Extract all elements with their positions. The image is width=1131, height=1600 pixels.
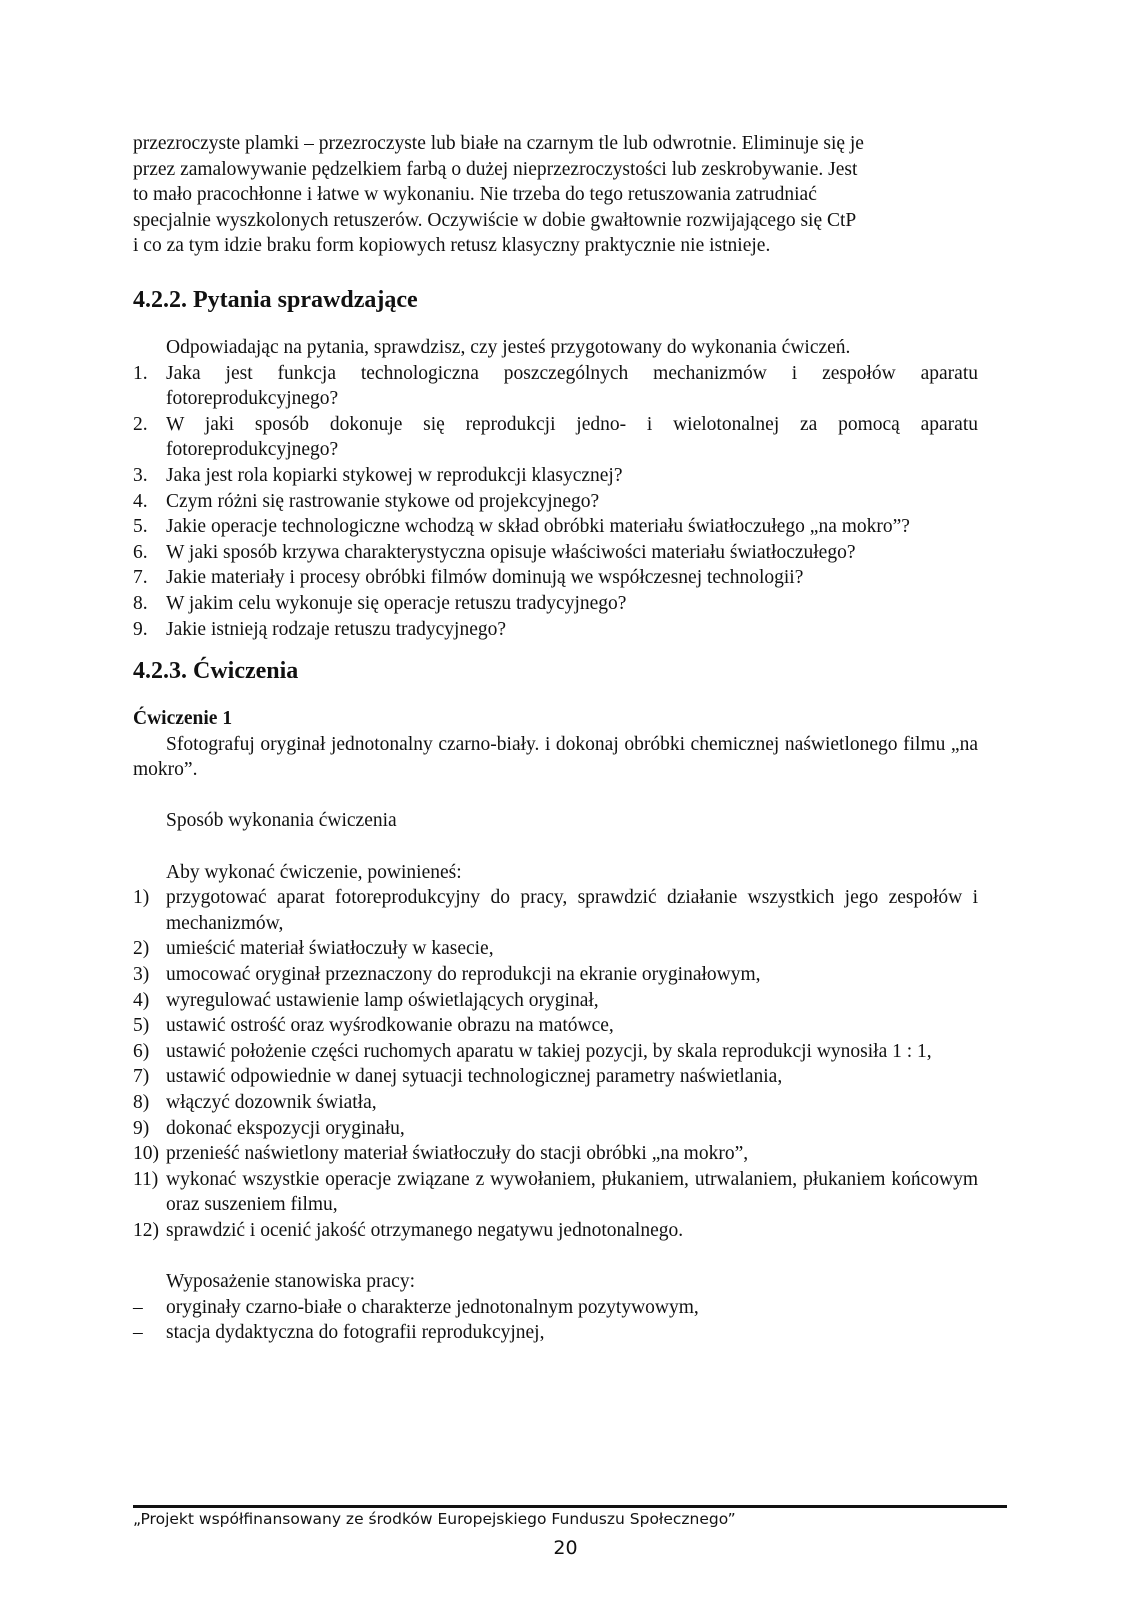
question-item xyxy=(133,617,978,643)
question-item xyxy=(133,489,978,515)
section-heading-exercises: 4.2.3. Ćwiczenia xyxy=(133,658,299,685)
question-text: W jaki sposób dokonuje się reprodukcji jedno- i wielotonalnej za pomocą aparatu fotoreprodukcyjnego? xyxy=(166,413,978,461)
steps-lead: Aby wykonać ćwiczenie, powinieneś: xyxy=(166,861,462,883)
step-item xyxy=(133,962,978,988)
step-item xyxy=(133,936,978,962)
question-text: Jakie operacje technologiczne wchodzą w skład obróbki materiału światłoczułego „na mokro”? xyxy=(166,516,910,538)
step-number: 8) xyxy=(133,1092,150,1113)
equipment-label: Wyposażenie stanowiska pracy: xyxy=(166,1271,415,1293)
step-item xyxy=(133,1039,978,1065)
exercise-title: Ćwiczenie 1 xyxy=(133,708,233,730)
step-number: 1) xyxy=(133,887,150,909)
step-text: przygotować aparat fotoreprodukcyjny do pracy, sprawdzić działanie wszystkich jego zespołów i mechanizmów, xyxy=(166,887,978,934)
step-text: wykonać wszystkie operacje związane z wywołaniem, płukaniem, utrwalaniem, płukaniem końcowym oraz suszeniem filmu, xyxy=(166,1168,978,1216)
question-text: W jaki sposób krzywa charakterystyczna opisuje właściwości materiału światłoczułego? xyxy=(166,541,856,563)
step-number: 4) xyxy=(133,989,150,1011)
step-text: przenieść naświetlony materiał światłoczuły do stacji obróbki „na mokro”, xyxy=(166,1143,749,1165)
step-item xyxy=(133,1218,978,1244)
section-heading-questions: 4.2.2. Pytania sprawdzające xyxy=(133,286,418,313)
step-text: sprawdzić i ocenić jakość otrzymanego negatywu jednotonalnego. xyxy=(166,1219,684,1241)
question-text: Jaka jest funkcja technologiczna poszczególnych mechanizmów i zespołów aparatu fotoreprodukcyjnego? xyxy=(166,362,978,410)
step-item xyxy=(133,1167,978,1218)
question-item xyxy=(133,463,978,489)
equipment-text: oryginały czarno-białe o charakterze jednotonalnym pozytywowym, xyxy=(166,1296,699,1318)
intro-paragraph xyxy=(133,131,978,259)
question-number: 7. xyxy=(133,567,148,589)
question-item xyxy=(133,514,978,540)
step-number: 7) xyxy=(133,1066,150,1088)
step-text: ustawić odpowiednie w danej sytuacji technologicznej parametry naświetlania, xyxy=(166,1066,783,1088)
paragraph-line: przezroczyste plamki – przezroczyste lub białe na czarnym tle lub odwrotnie. Eliminuje się je xyxy=(133,133,864,154)
step-item xyxy=(133,988,978,1014)
paragraph-line: i co za tym idzie braku form kopiowych retusz klasyczny praktycznie nie istnieje. xyxy=(133,235,771,257)
paragraph-line: specjalnie wyszkolonych retuszerów. Oczywiście w dobie gwałtownie rozwijającego się CtP xyxy=(133,209,857,231)
questions-lead: Odpowiadając na pytania, sprawdzisz, czy jesteś przygotowany do wykonania ćwiczeń. xyxy=(166,336,851,358)
page-number: 20 xyxy=(553,1537,578,1559)
steps-list xyxy=(133,885,978,1243)
question-number: 1. xyxy=(133,362,148,384)
question-item xyxy=(133,540,978,566)
step-number: 10) xyxy=(133,1143,159,1165)
equipment-item xyxy=(133,1320,978,1346)
question-text: Jakie materiały i procesy obróbki filmów dominują we współczesnej technologii? xyxy=(166,567,804,589)
question-item xyxy=(133,412,978,463)
question-text: Czym różni się rastrowanie stykowe od projekcyjnego? xyxy=(166,490,600,512)
step-text: ustawić ostrość oraz wyśrodkowanie obrazu na matówce, xyxy=(166,1015,614,1037)
question-item xyxy=(133,565,978,591)
step-text: dokonać ekspozycji oryginału, xyxy=(166,1117,405,1139)
question-number: 6. xyxy=(133,541,148,563)
step-number: 5) xyxy=(133,1015,150,1037)
step-number: 12) xyxy=(133,1219,159,1241)
step-text: wyregulować ustawienie lamp oświetlających oryginał, xyxy=(166,989,599,1011)
question-item xyxy=(133,591,978,617)
step-item xyxy=(133,1141,978,1167)
step-item xyxy=(133,885,978,936)
question-number: 3. xyxy=(133,464,148,486)
dash-bullet-icon: – xyxy=(133,1322,143,1344)
question-number: 5. xyxy=(133,516,148,538)
equipment-item xyxy=(133,1295,978,1321)
step-number: 6) xyxy=(133,1040,150,1062)
question-text: Jakie istnieją rodzaje retuszu tradycyjnego? xyxy=(166,618,507,640)
paragraph-line: to mało pracochłonne i łatwe w wykonaniu. Nie trzeba do tego retuszowania zatrudniać xyxy=(133,184,817,206)
step-number: 2) xyxy=(133,938,150,960)
question-item xyxy=(133,361,978,412)
page-body xyxy=(133,131,978,1346)
step-text: włączyć dozownik światła, xyxy=(166,1092,377,1113)
paragraph-line: przez zamalowywanie pędzelkiem farbą o dużej nieprzezroczystości lub zeskrobywanie. Jest xyxy=(133,158,858,180)
question-text: Jaka jest rola kopiarki stykowej w reprodukcji klasycznej? xyxy=(166,464,623,486)
question-number: 4. xyxy=(133,490,148,512)
footer-text: „Projekt współfinansowany ze środków Europejskiego Funduszu Społecznego” xyxy=(133,1510,736,1528)
footer-divider xyxy=(133,1505,1007,1508)
question-number: 9. xyxy=(133,618,148,640)
method-label: Sposób wykonania ćwiczenia xyxy=(166,810,397,832)
question-text: W jakim celu wykonuje się operacje retuszu tradycyjnego? xyxy=(166,592,627,614)
dash-bullet-icon: – xyxy=(133,1296,143,1318)
question-number: 8. xyxy=(133,592,148,614)
step-text: ustawić położenie części ruchomych aparatu w takiej pozycji, by skala reprodukcji wynosiła 1 : 1, xyxy=(166,1040,932,1062)
step-number: 9) xyxy=(133,1117,150,1139)
equipment-list xyxy=(133,1295,978,1346)
step-item xyxy=(133,1013,978,1039)
step-number: 11) xyxy=(133,1168,159,1190)
question-number: 2. xyxy=(133,413,148,435)
step-text: umieścić materiał światłoczuły w kasecie, xyxy=(166,938,494,960)
step-number: 3) xyxy=(133,964,150,986)
exercise-description: Sfotografuj oryginał jednotonalny czarno-biały. i dokonaj obróbki chemicznej naświetlonego filmu „na mokro”. xyxy=(133,733,978,781)
step-text: umocować oryginał przeznaczony do reprodukcji na ekranie oryginałowym, xyxy=(166,964,761,986)
step-item xyxy=(133,1090,978,1116)
step-item xyxy=(133,1064,978,1090)
step-item xyxy=(133,1116,978,1142)
questions-list xyxy=(133,361,978,643)
equipment-text: stacja dydaktyczna do fotografii reprodukcyjnej, xyxy=(166,1322,545,1344)
